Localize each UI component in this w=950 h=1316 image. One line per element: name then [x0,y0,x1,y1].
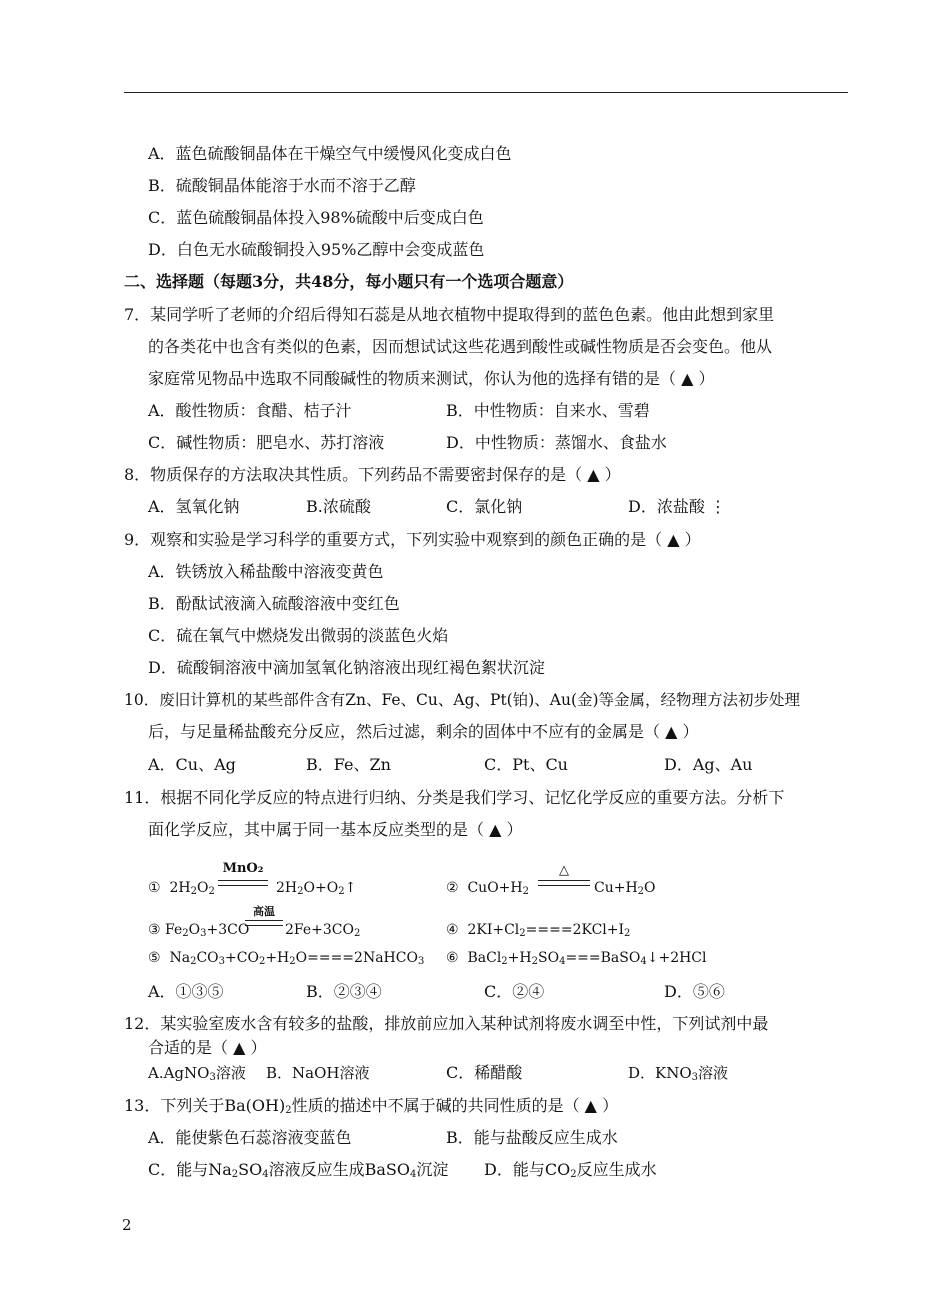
q13-option-c: C．能与$Na_2SO_4$溶液反应生成BaSO$_4$沉淀 [148,1160,449,1180]
q9-option-c: C．硫在氧气中燃烧发出微弱的淡蓝色火焰 [148,626,449,645]
q13-stem: 13．下列关于$Ba(OH)_2$性质的描述中不属于碱的共同性质的是（ ▲ ） [124,1096,619,1116]
reaction-3-reactants: $Fe_2O_3+3CO$ [165,922,250,939]
q12-option-c: C．稀醋酸 [446,1063,523,1082]
q7-option-a: A．酸性物质：食醋、桔子汁 [148,401,352,420]
q12-option-a: A.AgNO$_3$溶液 [148,1064,246,1083]
reaction-2-reactants: $CuO+H_2$ [463,880,529,897]
q11-option-b: B．②③④ [306,982,382,1001]
q8-option-a: A．氢氧化钠 [148,497,240,516]
q12-stem-line1: 12．某实验室废水含有较多的盐酸，排放前应加入某种试剂将废水调至中性，下列试剂中最 [124,1014,769,1033]
reaction-3-products: $2Fe+3CO_2$ [285,922,361,939]
q9-option-d: D．硫酸铜溶液中滴加氢氧化钠溶液出现红褐色絮状沉淀 [148,658,545,677]
page-number: 2 [122,1216,132,1234]
q11-stem-line1: 11．根据不同化学反应的特点进行归纳、分类是我们学习、记忆化学反应的重要方法。分析下 [124,788,785,807]
q6-option-d: D．白色无水硫酸铜投入95%乙醇中会变成蓝色 [148,240,485,259]
q10-option-a: A．Cu、Ag [148,755,236,774]
q11-stem-line2: 面化学反应，其中属于同一基本反应类型的是（ ▲ ） [148,820,523,839]
catalyst-mno2-label: MnO₂ [222,861,264,876]
reaction-5-equation: $Na_2CO_3+CO_2+H_2O====2NaHCO_3$ [165,950,425,967]
reaction-3-number: ③ [148,922,161,938]
q8-option-d: D．浓盐酸 ⋮ [628,497,726,516]
q7-option-b: B．中性物质：自来水、雪碧 [446,401,650,420]
q10-option-b: B．Fe、Zn [306,755,391,774]
q7-stem-line2: 的各类花中也含有类似的色素，因而想试试这些花遇到酸性或碱性物质是否会变色。他从 [148,337,773,356]
q11-option-a: A．①③⑤ [148,982,224,1001]
heat-symbol: △ [559,863,569,878]
q6-option-a: A．蓝色硫酸铜晶体在干燥空气中缓慢风化变成白色 [148,144,512,163]
reaction-1-reactants: $2H_2O_2$ [165,880,215,897]
q8-stem: 8．物质保存的方法取决其性质。下列药品不需要密封保存的是（ ▲ ） [124,465,621,484]
q10-option-d: D．Ag、Au [664,755,753,774]
reaction-6-number: ⑥ [446,950,459,966]
reaction-3 [148,920,249,940]
reaction-5 [148,948,424,968]
q12-option-b: B．NaOH溶液 [266,1064,370,1082]
q13-option-b: B．能与盐酸反应生成水 [446,1128,618,1147]
equals-sign [218,880,268,886]
q7-stem-line1: 7．某同学听了老师的介绍后得知石蕊是从地衣植物中提取得到的蓝色色素。他由此想到家里 [124,305,775,324]
q12-stem-line2: 合适的是（ ▲ ） [148,1038,267,1057]
q8-option-c: C．氯化钠 [446,497,523,516]
reaction-4 [446,920,630,940]
q11-option-d: D．⑤⑥ [664,982,725,1001]
q9-stem: 9．观察和实验是学习科学的重要方式，下列实验中观察到的颜色正确的是（ ▲ ） [124,530,701,549]
equals-sign [538,880,590,886]
q12-option-d: D．$KNO_3$溶液 [628,1064,729,1083]
q6-option-b: B．硫酸铜晶体能溶于水而不溶于乙醇 [148,176,416,195]
high-temp-label: 高温 [253,905,275,918]
reaction-1-products: $2H_2O+O_2↑$ [276,880,357,897]
q7-stem-line3: 家庭常见物品中选取不同酸碱性的物质来测试，你认为他的选择有错的是（ ▲ ） [148,369,715,388]
q7-option-c: C．碱性物质：肥皂水、苏打溶液 [148,433,385,452]
q6-option-c: C．蓝色硫酸铜晶体投入98%硫酸中后变成白色 [148,208,484,227]
q9-option-b: B．酚酞试液滴入硫酸溶液中变红色 [148,594,400,613]
reaction-6-equation: $BaCl_2+H_2SO_4===BaSO_4↓+2HCl$ [463,950,707,967]
q13-option-a: A．能使紫色石蕊溶液变蓝色 [148,1128,352,1147]
reaction-6 [446,948,707,968]
equals-sign [245,920,283,926]
q10-option-c: C．Pt、Cu [484,755,568,774]
reaction-5-number: ⑤ [148,950,161,966]
reaction-2-products: $Cu+H_2O$ [594,880,656,897]
q10-stem-line2: 后，与足量稀盐酸充分反应，然后过滤，剩余的固体中不应有的金属是（ ▲ ） [148,722,699,741]
header-rule [124,92,848,93]
q8-option-b: B.浓硫酸 [306,497,371,516]
q10-stem-line1: 10．废旧计算机的某些部件含有Zn、Fe、Cu、Ag、Pt(铂)、Au(金)等金属，经物理方法初步处理 [124,691,801,709]
q9-option-a: A．铁锈放入稀盐酸中溶液变黄色 [148,562,384,581]
reaction-4-equation: $2KI+Cl_2====2KCl+I_2$ [463,922,631,939]
q11-option-c: C．②④ [484,982,545,1001]
reaction-1 [148,878,215,898]
q7-option-d: D．中性物质：蒸馏水、食盐水 [446,433,667,452]
reaction-2 [446,878,529,898]
reaction-1-number: ① [148,880,161,896]
q13-option-d: D．能与$CO_2$反应生成水 [484,1160,657,1180]
reaction-4-number: ④ [446,922,459,938]
section-heading: 二、选择题（每题3分，共48分，每小题只有一个选项合题意） [124,272,574,291]
reaction-2-number: ② [446,880,459,896]
